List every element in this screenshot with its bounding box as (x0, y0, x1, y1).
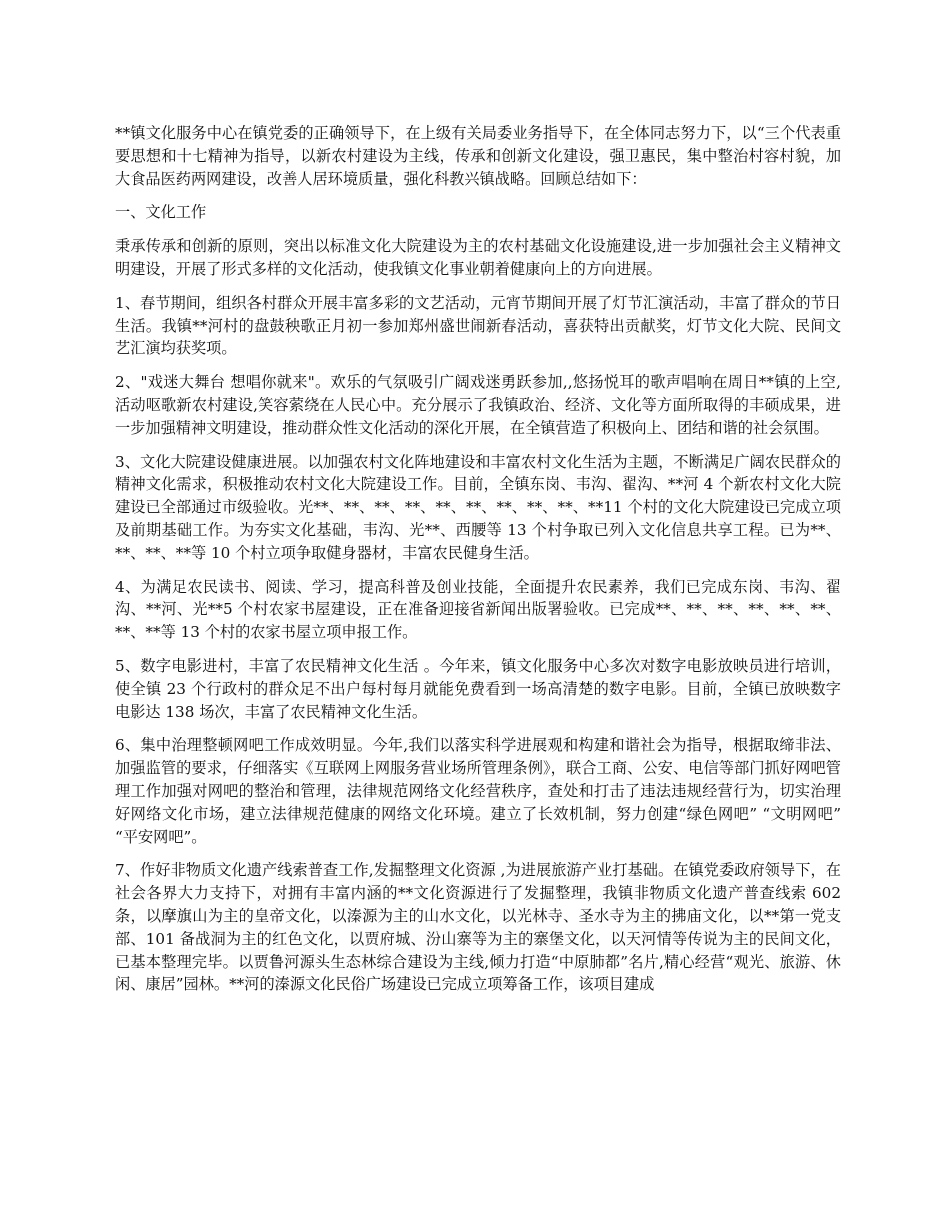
item-paragraph-5: 5、数字电影进村，丰富了农民精神文化生活 。今年来，镇文化服务中心多次对数字电影放映员进行培训，使全镇 23 个行政村的群众足不出户每村每月就能免费看到一场高清楚的数字电影。目前，全镇已放映数字电影达 138 场次，丰富了农民精神文化生活。 (115, 656, 841, 721)
item-paragraph-4: 4、为满足农民读书、阅读、学习，提高科普及创业技能，全面提升农民素养，我们已完成东岗、韦沟、翟沟、**河、光**5 个村农家书屋建设，正在准备迎接省新闻出版署验收。已完成**、**、**、**、**、**、**、**等 13 个村的农家书屋立项申报工作。 (115, 577, 841, 642)
document-body (115, 122, 841, 1007)
item-paragraph-6: 6、集中治理整顿网吧工作成效明显。今年,我们以落实科学进展观和构建和谐社会为指导，根据取缔非法、加强监管的要求，仔细落实《互联网上网服务营业场所管理条例》，联合工商、公安、电信等部门抓好网吧管理工作加强对网吧的整治和管理，法律规范网络文化经营秩序，查处和打击了违法违规经营行为，切实治理好网络文化市场，建立法律规范健康的网络文化环境。建立了长效机制，努力创建“绿色网吧” “文明网吧” “平安网吧”。 (115, 736, 841, 846)
section-heading-culture: 一、文化工作 (115, 203, 207, 222)
item-paragraph-7: 7、作好非物质文化遗产线索普查工作,发掘整理文化资源 ,为进展旅游产业打基础。在镇党委政府领导下，在社会各界大力支持下，对拥有丰富内涵的**文化资源进行了发掘整理，我镇非物质文化遗产普查线索 602 条，以摩旗山为主的皇帝文化，以溱源为主的山水文化，以光林寺、圣水寺为主的拂庙文化，以**第一党支部、101 备战洞为主的红色文化，以贾府城、汾山寨等为主的寨堡文化，以天河情等传说为主的民间文化，已基本整理完毕。以贾鲁河源头生态林综合建设为主线,倾力打造“中原肺都”名片,精心经营“观光、旅游、休闲、康居”园林。**河的溱源文化民俗广场建设已完成立项筹备工作，该项目建成 (115, 861, 841, 994)
intro-paragraph: **镇文化服务中心在镇党委的正确领导下，在上级有关局委业务指导下，在全体同志努力下，以“三个代表重要思想和十七精神为指导，以新农村建设为主线，传承和创新文化建设，强卫惠民，集中整治村容村貌，加大食品医药两网建设，改善人居环境质量，强化科教兴镇战略。回顾总结如下： (115, 124, 841, 188)
section-intro-paragraph: 秉承传承和创新的原则，突出以标准文化大院建设为主的农村基础文化设施建设,进一步加强社会主义精神文明建设，开展了形式多样的文化活动，使我镇文化事业朝着健康向上的方向进展。 (115, 237, 841, 278)
item-paragraph-2: 2、"戏迷大舞台 想唱你就来"。欢乐的气氛吸引广阔戏迷勇跃参加,,悠扬悦耳的歌声唱响在周日**镇的上空,活动呕歌新农村建设,笑容萦绕在人民心中。充分展示了我镇政治、经济、文化等方面所取得的丰硕成果，进一步加强精神文明建设，推动群众性文化活动的深化开展，在全镇营造了积极向上、团结和谐的社会氛围。 (115, 373, 841, 437)
item-paragraph-1: 1、春节期间，组织各村群众开展丰富多彩的文艺活动，元宵节期间开展了灯节汇演活动，丰富了群众的节日生活。我镇**河村的盘鼓秧歌正月初一参加郑州盛世闹新春活动，喜获特出贡献奖，灯节文化大院、民间文艺汇演均获奖项。 (115, 293, 841, 358)
item-paragraph-3: 3、文化大院建设健康进展。以加强农村文化阵地建设和丰富农村文化生活为主题，不断满足广阔农民群众的精神文化需求，积极推动农村文化大院建设工作。目前，全镇东岗、韦沟、翟沟、**河 4 个新农村文化大院建设已全部通过市级验收。光**、**、**、**、**、**、**、**、**、**11 个村的文化大院建设已完成立项及前期基础工作。为夯实文化基础，韦沟、光**、西腰等 13 个村争取已列入文化信息共享工程。已为**、**、**、**等 10 个村立项争取健身器材，丰富农民健身生活。 (115, 452, 841, 562)
